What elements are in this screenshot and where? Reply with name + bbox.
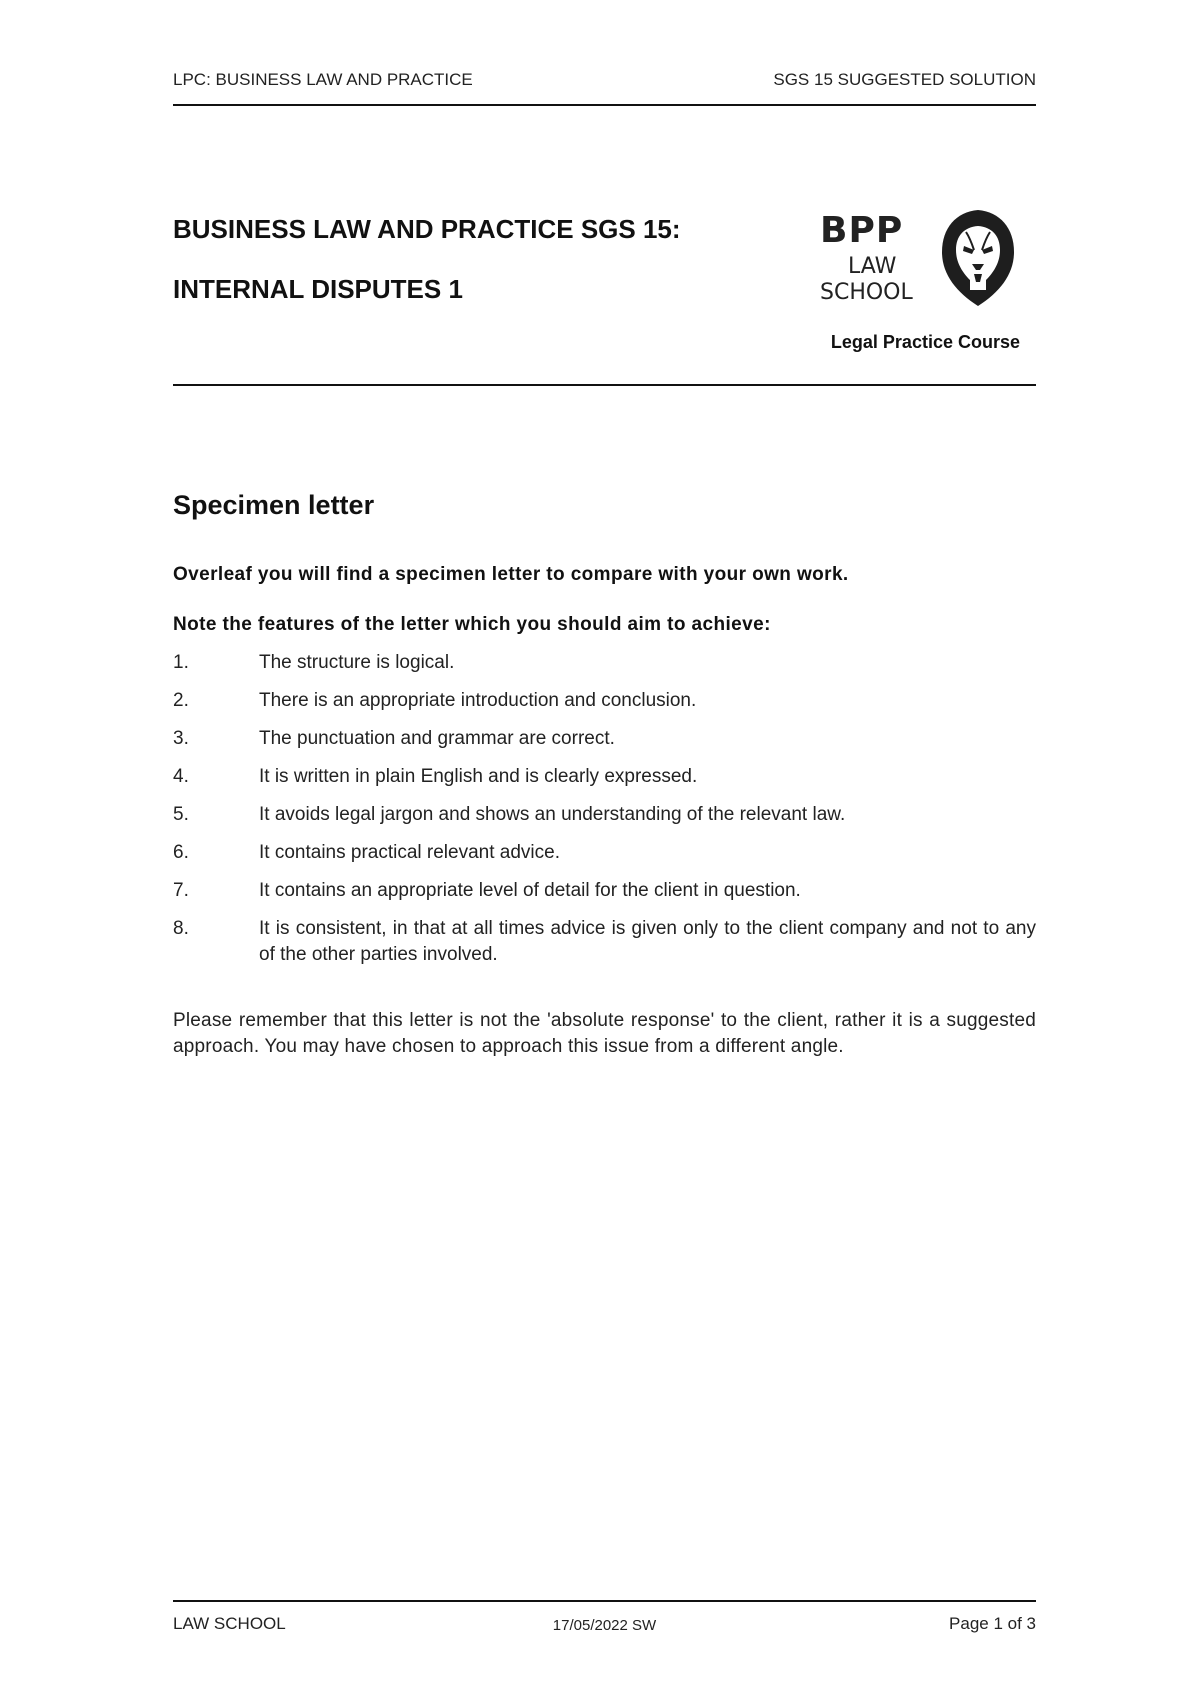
title-divider <box>173 384 1036 386</box>
list-item-number: 2. <box>173 690 189 711</box>
list-item-text: The punctuation and grammar are correct. <box>259 728 615 749</box>
header-course-title: LPC: BUSINESS LAW AND PRACTICE <box>173 70 473 89</box>
list-item-text: It avoids legal jargon and shows an understanding of the relevant law. <box>259 804 846 825</box>
document-title-line-2: INTERNAL DISPUTES 1 <box>173 274 463 304</box>
list-item <box>173 726 1036 752</box>
list-item <box>173 650 1036 676</box>
list-item <box>173 764 1036 790</box>
features-heading: Note the features of the letter which you should aim to achieve: <box>173 614 771 635</box>
list-item <box>173 916 1036 968</box>
list-item-number: 8. <box>173 918 189 939</box>
list-item <box>173 688 1036 714</box>
list-item-number: 1. <box>173 652 189 673</box>
list-item-text: It contains practical relevant advice. <box>259 842 560 863</box>
logo-text-school: SCHOOL <box>820 280 913 305</box>
features-list <box>173 650 1036 980</box>
list-item-number: 6. <box>173 842 189 863</box>
footer-date: 17/05/2022 SW <box>552 1617 657 1634</box>
section-heading: Specimen letter <box>173 490 375 520</box>
list-item-text: It is consistent, in that at all times advice is given only to the client company and not to any of the other parties involved. <box>259 918 1036 965</box>
list-item-text: The structure is logical. <box>259 652 455 673</box>
running-header <box>173 70 1036 90</box>
list-item-text: It is written in plain English and is clearly expressed. <box>259 766 698 787</box>
list-item-number: 7. <box>173 880 189 901</box>
bpp-law-school-logo <box>818 208 1022 308</box>
closing-paragraph: Please remember that this letter is not the 'absolute response' to the client, rather it is a suggested approach. You may have chosen to approach this issue from a different angle. <box>173 1010 1036 1057</box>
header-divider <box>173 104 1036 106</box>
list-item-text: It contains an appropriate level of detail for the client in question. <box>259 880 801 901</box>
list-item <box>173 802 1036 828</box>
logo-text-bpp: BPP <box>820 210 904 251</box>
logo-text-law: LAW <box>848 254 897 279</box>
list-item-number: 4. <box>173 766 189 787</box>
header-document-ref: SGS 15 SUGGESTED SOLUTION <box>773 70 1036 89</box>
list-item <box>173 840 1036 866</box>
footer-school: LAW SCHOOL <box>173 1614 286 1633</box>
list-item-number: 5. <box>173 804 189 825</box>
document-title-line-1: BUSINESS LAW AND PRACTICE SGS 15: <box>173 214 681 244</box>
course-name: Legal Practice Course <box>830 332 1020 352</box>
list-item <box>173 878 1036 904</box>
list-item-text: There is an appropriate introduction and conclusion. <box>259 690 697 711</box>
list-item-number: 3. <box>173 728 189 749</box>
lion-head-icon <box>936 208 1020 308</box>
footer-divider <box>173 1600 1036 1602</box>
page-number: Page 1 of 3 <box>949 1614 1036 1633</box>
intro-text: Overleaf you will find a specimen letter to compare with your own work. <box>173 564 849 585</box>
